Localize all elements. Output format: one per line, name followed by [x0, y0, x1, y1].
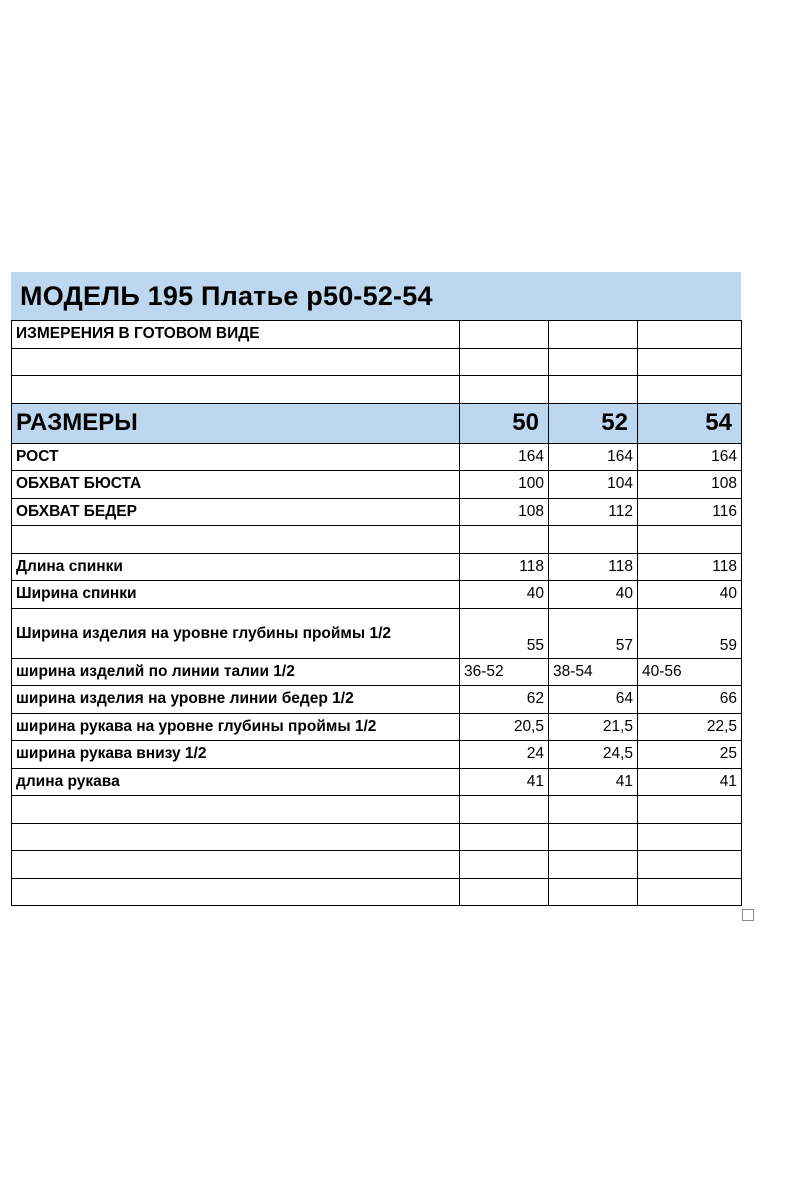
row-value: 112: [549, 498, 638, 526]
empty-cell: [460, 796, 549, 824]
table-row-sleeve-bottom: [12, 741, 742, 769]
row-value: 164: [460, 443, 549, 471]
sizes-label: РАЗМЕРЫ: [12, 403, 460, 443]
empty-cell: [638, 851, 742, 879]
empty-cell: [638, 796, 742, 824]
row-label: Длина спинки: [12, 553, 460, 581]
table-row-bust: [12, 471, 742, 499]
empty-cell: [549, 796, 638, 824]
empty-cell: [12, 823, 460, 851]
size-50: 50: [460, 403, 549, 443]
row-label: ширина рукава на уровне глубины проймы 1/2: [12, 713, 460, 741]
empty-cell: [12, 851, 460, 879]
empty-cell: [12, 878, 460, 906]
empty-cell: [549, 823, 638, 851]
empty-cell: [460, 851, 549, 879]
empty-cell: [460, 526, 549, 554]
row-value: 59: [638, 608, 742, 658]
table-row-hips: [12, 498, 742, 526]
row-value: 21,5: [549, 713, 638, 741]
row-value: 41: [638, 768, 742, 796]
row-value: 40: [549, 581, 638, 609]
row-label: длина рукава: [12, 768, 460, 796]
empty-cell: [549, 526, 638, 554]
empty-cell: [549, 348, 638, 376]
empty-cell: [460, 823, 549, 851]
table-row: [12, 526, 742, 554]
row-label: ширина рукава внизу 1/2: [12, 741, 460, 769]
empty-cell: [638, 878, 742, 906]
empty-cell: [638, 376, 742, 404]
row-value: 100: [460, 471, 549, 499]
empty-cell: [549, 321, 638, 349]
size-52: 52: [549, 403, 638, 443]
empty-cell: [12, 526, 460, 554]
measurement-sheet: [11, 272, 741, 906]
empty-cell: [460, 348, 549, 376]
empty-cell: [12, 796, 460, 824]
table-row-back-width: [12, 581, 742, 609]
row-value: 20,5: [460, 713, 549, 741]
row-value: 38-54: [549, 658, 638, 686]
empty-cell: [460, 878, 549, 906]
row-value: 24: [460, 741, 549, 769]
row-value: 116: [638, 498, 742, 526]
empty-cell: [638, 321, 742, 349]
empty-cell: [460, 376, 549, 404]
size-54: 54: [638, 403, 742, 443]
sheet-title: МОДЕЛЬ 195 Платье р50-52-54: [11, 272, 741, 320]
row-value: 164: [549, 443, 638, 471]
empty-cell: [549, 376, 638, 404]
table-row-waist-width: [12, 658, 742, 686]
measurement-table: [11, 320, 742, 906]
row-value: 104: [549, 471, 638, 499]
row-value: 66: [638, 686, 742, 714]
table-row: [12, 796, 742, 824]
empty-cell: [12, 348, 460, 376]
row-label: РОСТ: [12, 443, 460, 471]
row-value: 25: [638, 741, 742, 769]
sizes-row: [12, 403, 742, 443]
row-label: Ширина спинки: [12, 581, 460, 609]
row-label: ОБХВАТ БЕДЕР: [12, 498, 460, 526]
row-value: 40-56: [638, 658, 742, 686]
empty-cell: [549, 851, 638, 879]
empty-cell: [638, 823, 742, 851]
row-value: 41: [549, 768, 638, 796]
table-row: [12, 851, 742, 879]
row-value: 108: [638, 471, 742, 499]
empty-cell: [638, 526, 742, 554]
row-value: 57: [549, 608, 638, 658]
empty-cell: [12, 376, 460, 404]
table-row-rost: [12, 443, 742, 471]
row-label: ОБХВАТ БЮСТА: [12, 471, 460, 499]
table-row: [12, 878, 742, 906]
table-row: [12, 348, 742, 376]
row-value: 108: [460, 498, 549, 526]
row-label: ширина изделий по линии талии 1/2: [12, 658, 460, 686]
row-value: 55: [460, 608, 549, 658]
row-value: 118: [460, 553, 549, 581]
table-row: [12, 376, 742, 404]
empty-cell: [549, 878, 638, 906]
table-row-armhole-width: [12, 608, 742, 658]
row-value: 118: [549, 553, 638, 581]
row-value: 118: [638, 553, 742, 581]
table-row-back-length: [12, 553, 742, 581]
row-value: 41: [460, 768, 549, 796]
table-row-hip-width: [12, 686, 742, 714]
row-value: 64: [549, 686, 638, 714]
header-note: ИЗМЕРЕНИЯ В ГОТОВОМ ВИДЕ: [12, 321, 460, 349]
row-value: 40: [460, 581, 549, 609]
row-label: Ширина изделия на уровне глубины проймы 1/2: [12, 608, 460, 658]
row-value: 22,5: [638, 713, 742, 741]
table-row-sleeve-armhole: [12, 713, 742, 741]
table-resize-handle[interactable]: [742, 909, 754, 921]
row-value: 36-52: [460, 658, 549, 686]
row-label: ширина изделия на уровне линии бедер 1/2: [12, 686, 460, 714]
row-value: 62: [460, 686, 549, 714]
table-row-sleeve-length: [12, 768, 742, 796]
table-row: [12, 321, 742, 349]
table-row: [12, 823, 742, 851]
row-value: 164: [638, 443, 742, 471]
row-value: 40: [638, 581, 742, 609]
row-value: 24,5: [549, 741, 638, 769]
empty-cell: [638, 348, 742, 376]
empty-cell: [460, 321, 549, 349]
